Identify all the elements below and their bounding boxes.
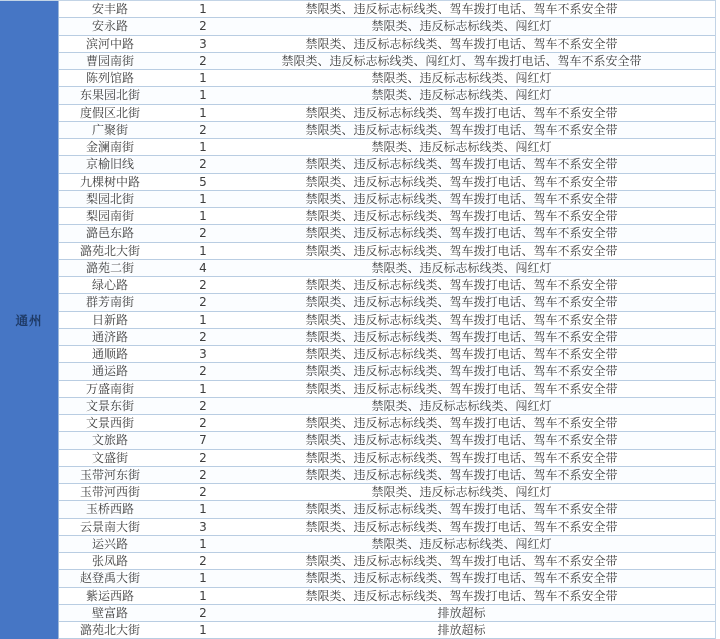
region-merged-cell: 通州	[0, 1, 59, 639]
violation-count-cell: 2	[199, 122, 207, 137]
table-row	[59, 519, 715, 536]
road-name-cell: 度假区北街	[79, 105, 140, 120]
road-name-cell: 东果园北街	[79, 88, 140, 103]
table-row	[59, 553, 715, 570]
road-name-cell: 张凤路	[91, 554, 128, 569]
table-row	[59, 105, 715, 122]
violation-category-cell: 禁限类、违反标志标线类、驾车拨打电话、驾车不系安全带	[305, 36, 618, 51]
road-name-cell: 玉桥西路	[85, 502, 134, 517]
road-name-cell: 潞苑二街	[85, 260, 134, 275]
violation-category-cell: 禁限类、违反标志标线类、驾车拨打电话、驾车不系安全带	[305, 347, 618, 362]
violation-category-cell: 禁限类、违反标志标线类、驾车拨打电话、驾车不系安全带	[305, 312, 618, 327]
table-row	[59, 225, 715, 242]
violation-count-cell: 5	[199, 174, 207, 189]
violation-count-cell: 1	[199, 71, 207, 86]
violation-count-cell: 2	[199, 450, 207, 465]
violation-category-cell: 禁限类、违反标志标线类、驾车拨打电话、驾车不系安全带	[305, 519, 618, 534]
violation-category-cell: 禁限类、违反标志标线类、闯红灯	[371, 71, 552, 86]
violation-count-cell: 2	[199, 364, 207, 379]
violation-count-cell: 1	[199, 536, 207, 551]
table-row	[59, 622, 715, 639]
road-name-cell: 日新路	[91, 312, 128, 327]
table-row	[59, 588, 715, 605]
table-row	[59, 87, 715, 104]
table-row	[59, 18, 715, 35]
violation-count-cell: 2	[199, 157, 207, 172]
road-name-cell: 文盛街	[91, 450, 128, 465]
violation-category-cell: 禁限类、违反标志标线类、驾车拨打电话、驾车不系安全带	[305, 157, 618, 172]
violation-count-cell: 2	[199, 485, 207, 500]
violation-count-cell: 2	[199, 53, 207, 68]
violation-count-cell: 1	[199, 502, 207, 517]
table-row	[59, 70, 715, 87]
violation-category-cell: 禁限类、违反标志标线类、驾车拨打电话、驾车不系安全带	[305, 278, 618, 293]
violation-count-cell: 2	[199, 19, 207, 34]
table-row	[59, 53, 715, 70]
violation-category-cell: 禁限类、违反标志标线类、驾车拨打电话、驾车不系安全带	[305, 381, 618, 396]
road-name-cell: 京榆旧线	[85, 157, 134, 172]
road-name-cell: 绿心路	[91, 278, 128, 293]
road-name-cell: 通顺路	[91, 347, 128, 362]
road-name-cell: 赵登禹大街	[79, 571, 140, 586]
table-row	[59, 450, 715, 467]
road-name-cell: 九棵树中路	[79, 174, 140, 189]
violation-count-cell: 1	[199, 243, 207, 258]
violation-category-cell: 禁限类、违反标志标线类、驾车拨打电话、驾车不系安全带	[305, 329, 618, 344]
table-row	[59, 294, 715, 311]
violation-count-cell: 2	[199, 278, 207, 293]
road-name-cell: 玉带河西街	[79, 485, 140, 500]
violation-category-cell: 禁限类、违反标志标线类、闯红灯	[371, 88, 552, 103]
table-row	[59, 536, 715, 553]
violation-count-cell: 1	[199, 140, 207, 155]
table-row	[59, 156, 715, 173]
violation-count-cell: 1	[199, 381, 207, 396]
road-name-cell: 文景东街	[85, 398, 134, 413]
road-name-cell: 通济路	[91, 329, 128, 344]
violation-count-cell: 2	[199, 605, 207, 620]
violation-category-cell: 排放超标	[437, 623, 486, 638]
road-name-cell: 紫运西路	[85, 588, 134, 603]
table-row	[59, 329, 715, 346]
violation-category-cell: 禁限类、违反标志标线类、驾车拨打电话、驾车不系安全带	[305, 105, 618, 120]
road-name-cell: 陈列馆路	[85, 71, 134, 86]
violation-count-cell: 2	[199, 554, 207, 569]
violation-count-cell: 1	[199, 88, 207, 103]
violation-count-cell: 1	[199, 588, 207, 603]
violation-category-cell: 禁限类、违反标志标线类、闯红灯、驾车拨打电话、驾车不系安全带	[281, 53, 642, 68]
violation-category-cell: 禁限类、违反标志标线类、驾车拨打电话、驾车不系安全带	[305, 243, 618, 258]
violation-count-cell: 1	[199, 623, 207, 638]
table-row	[59, 432, 715, 449]
violation-count-cell: 1	[199, 191, 207, 206]
table-row	[59, 174, 715, 191]
violation-count-cell: 2	[199, 398, 207, 413]
road-name-cell: 滨河中路	[85, 36, 134, 51]
road-name-cell: 潞苑北大街	[79, 623, 140, 638]
violation-category-cell: 禁限类、违反标志标线类、驾车拨打电话、驾车不系安全带	[305, 226, 618, 241]
table-row	[59, 605, 715, 622]
road-name-cell: 云景南大街	[79, 519, 140, 534]
table-row	[59, 243, 715, 260]
violation-count-cell: 3	[199, 519, 207, 534]
violation-category-cell: 禁限类、违反标志标线类、驾车拨打电话、驾车不系安全带	[305, 122, 618, 137]
violation-category-cell: 禁限类、违反标志标线类、驾车拨打电话、驾车不系安全带	[305, 174, 618, 189]
road-name-cell: 广聚街	[91, 122, 128, 137]
violation-category-cell: 禁限类、违反标志标线类、驾车拨打电话、驾车不系安全带	[305, 2, 618, 17]
violation-category-cell: 禁限类、违反标志标线类、驾车拨打电话、驾车不系安全带	[305, 209, 618, 224]
road-name-cell: 文旅路	[91, 433, 128, 448]
violation-category-cell: 禁限类、违反标志标线类、驾车拨打电话、驾车不系安全带	[305, 502, 618, 517]
road-name-cell: 曹园南街	[85, 53, 134, 68]
road-name-cell: 梨园北街	[85, 191, 134, 206]
table-row	[59, 1, 715, 18]
violation-category-cell: 禁限类、违反标志标线类、驾车拨打电话、驾车不系安全带	[305, 295, 618, 310]
table-row	[59, 191, 715, 208]
violation-count-cell: 2	[199, 329, 207, 344]
road-name-cell: 潞苑北大街	[79, 243, 140, 258]
violation-count-cell: 1	[199, 571, 207, 586]
road-name-cell: 安丰路	[91, 2, 128, 17]
violation-count-cell: 2	[199, 416, 207, 431]
violation-category-cell: 禁限类、违反标志标线类、闯红灯	[371, 398, 552, 413]
violation-count-cell: 1	[199, 105, 207, 120]
table-row	[59, 139, 715, 156]
table-row	[59, 501, 715, 518]
violation-category-cell: 禁限类、违反标志标线类、驾车拨打电话、驾车不系安全带	[305, 191, 618, 206]
table-row	[59, 398, 715, 415]
table-body	[59, 1, 715, 639]
road-name-cell: 运兴路	[91, 536, 128, 551]
table-row	[59, 122, 715, 139]
table-row	[59, 467, 715, 484]
table-row	[59, 363, 715, 380]
violation-category-cell: 禁限类、违反标志标线类、驾车拨打电话、驾车不系安全带	[305, 416, 618, 431]
violation-category-cell: 禁限类、违反标志标线类、驾车拨打电话、驾车不系安全带	[305, 364, 618, 379]
violation-count-cell: 2	[199, 226, 207, 241]
road-name-cell: 安永路	[91, 19, 128, 34]
violation-category-cell: 禁限类、违反标志标线类、闯红灯	[371, 536, 552, 551]
violation-count-cell: 3	[199, 36, 207, 51]
road-name-cell: 壁富路	[91, 605, 128, 620]
violation-category-cell: 禁限类、违反标志标线类、驾车拨打电话、驾车不系安全带	[305, 450, 618, 465]
violation-count-cell: 2	[199, 467, 207, 482]
road-name-cell: 金澜南街	[85, 140, 134, 155]
violation-count-cell: 2	[199, 295, 207, 310]
violation-category-cell: 排放超标	[437, 605, 486, 620]
table-row	[59, 381, 715, 398]
violation-count-cell: 1	[199, 209, 207, 224]
violation-category-cell: 禁限类、违反标志标线类、驾车拨打电话、驾车不系安全带	[305, 467, 618, 482]
road-name-cell: 群芳南街	[85, 295, 134, 310]
road-name-cell: 梨园南街	[85, 209, 134, 224]
road-name-cell: 万盛南街	[85, 381, 134, 396]
table-row	[59, 36, 715, 53]
violation-count-cell: 7	[199, 433, 207, 448]
table-row	[59, 346, 715, 363]
violation-category-cell: 禁限类、违反标志标线类、驾车拨打电话、驾车不系安全带	[305, 554, 618, 569]
road-name-cell: 玉带河东街	[79, 467, 140, 482]
violation-category-cell: 禁限类、违反标志标线类、驾车拨打电话、驾车不系安全带	[305, 433, 618, 448]
violation-category-cell: 禁限类、违反标志标线类、驾车拨打电话、驾车不系安全带	[305, 588, 618, 603]
violation-count-cell: 3	[199, 347, 207, 362]
road-name-cell: 潞邑东路	[85, 226, 134, 241]
violation-count-cell: 1	[199, 2, 207, 17]
violation-category-cell: 禁限类、违反标志标线类、闯红灯	[371, 19, 552, 34]
violation-count-cell: 4	[199, 260, 207, 275]
table-row	[59, 208, 715, 225]
road-name-cell: 文景西街	[85, 416, 134, 431]
violation-category-cell: 禁限类、违反标志标线类、闯红灯	[371, 260, 552, 275]
violation-category-cell: 禁限类、违反标志标线类、闯红灯	[371, 485, 552, 500]
table-row	[59, 260, 715, 277]
table-row	[59, 277, 715, 294]
table-row	[59, 570, 715, 587]
table-row	[59, 415, 715, 432]
road-name-cell: 通运路	[91, 364, 128, 379]
table-row	[59, 312, 715, 329]
violation-count-cell: 1	[199, 312, 207, 327]
table-row	[59, 484, 715, 501]
violation-category-cell: 禁限类、违反标志标线类、闯红灯	[371, 140, 552, 155]
violation-category-cell: 禁限类、违反标志标线类、驾车拨打电话、驾车不系安全带	[305, 571, 618, 586]
